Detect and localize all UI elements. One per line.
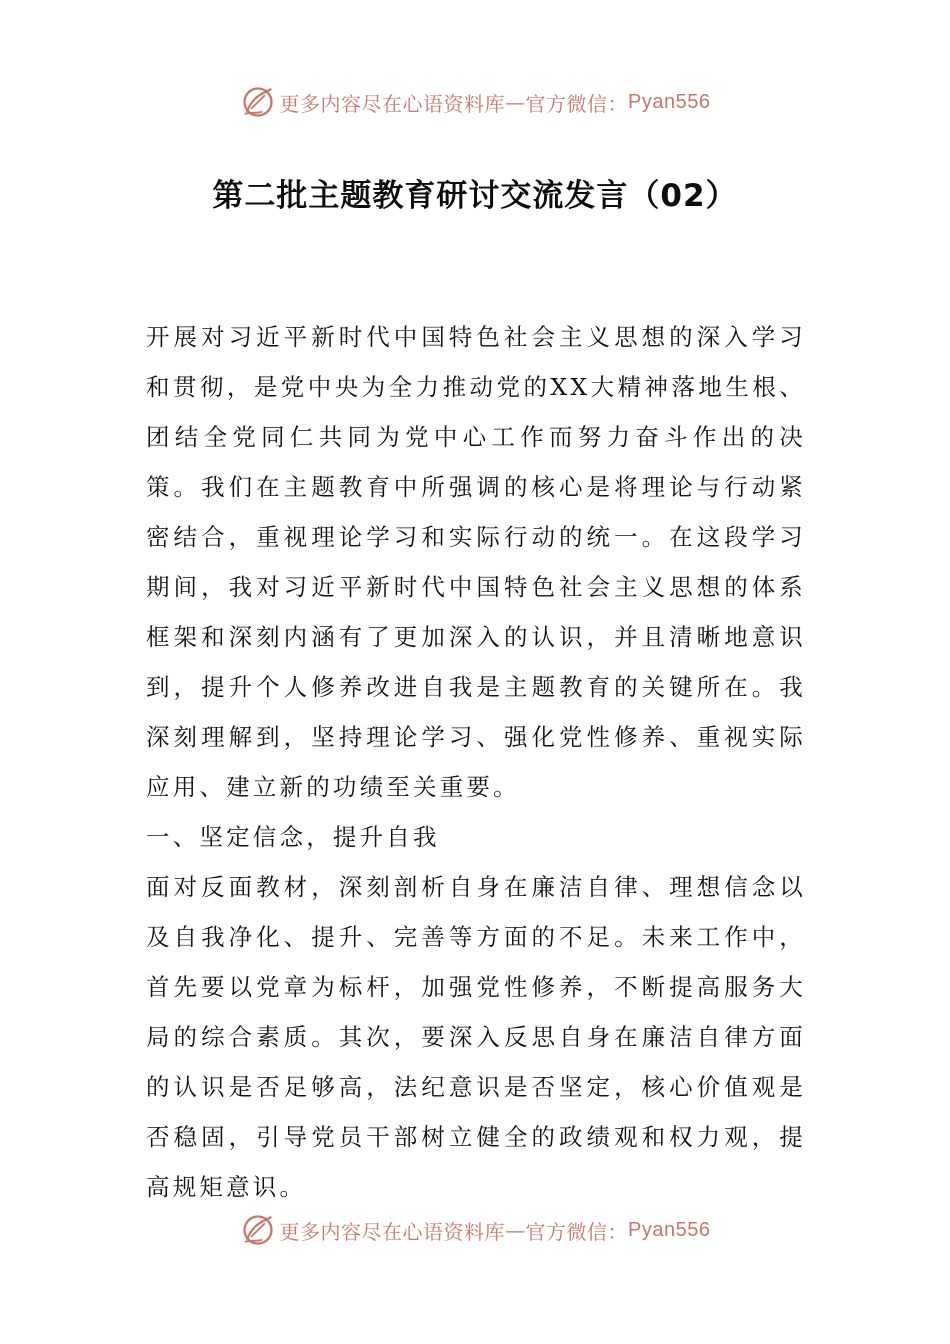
watermark-brand: 更多内容尽在心语资料库 xyxy=(279,91,506,116)
body-paragraph-section-1: 面对反面教材，深刻剖析自身在廉洁自律、理想信念以及自我净化、提升、完善等方面的不足。未来工作中，首先要以党章为标杆，加强党性修养，不断提高服务大局的综合素质。其次，要深入反思自身在廉洁自律方面的认识是否足够高，法纪意识是否坚定，核心价值观是否稳固，引导党员干部树立健全的政绩观和权力观，提高规矩意识。 xyxy=(146,873,806,1201)
watermark-wechat-label: 官方微信： xyxy=(525,1219,629,1244)
watermark-separator: — xyxy=(505,90,526,114)
watermark-wechat-label: 官方微信： xyxy=(525,91,629,116)
body-paragraph-intro: 开展对习近平新时代中国特色社会主义思想的深入学习和贯彻，是党中央为全力推动党的XX大精神落地生根、团结全党同仁共同为党中心工作而努力奋斗作出的决策。我们在主题教育中所强调的核心是将理论与行动紧密结合，重视理论学习和实际行动的统一。在这段学习期间，我对习近平新时代中国特色社会主义思想的体系框架和深刻内涵有了更加深入的认识，并且清晰地意识到，提升个人修养改进自我是主题教育的关键所在。我深刻理解到，坚持理论学习、强化党性修养、重视实际应用、建立新的功绩至关重要。 xyxy=(146,323,806,801)
header-watermark xyxy=(0,82,950,122)
section-heading: 一、坚定信念，提升自我 xyxy=(146,823,440,851)
pen-logo-icon xyxy=(240,84,276,120)
pen-logo-icon xyxy=(240,1212,276,1248)
watermark-wechat-id: Pyan556 xyxy=(628,1218,711,1241)
document-body xyxy=(146,312,806,1212)
watermark-wechat-id: Pyan556 xyxy=(628,90,711,113)
footer-watermark xyxy=(0,1210,950,1250)
watermark-separator: — xyxy=(505,1218,526,1242)
watermark-brand: 更多内容尽在心语资料库 xyxy=(279,1219,506,1244)
document-title: 第二批主题教育研讨交流发言（02） xyxy=(212,178,738,214)
